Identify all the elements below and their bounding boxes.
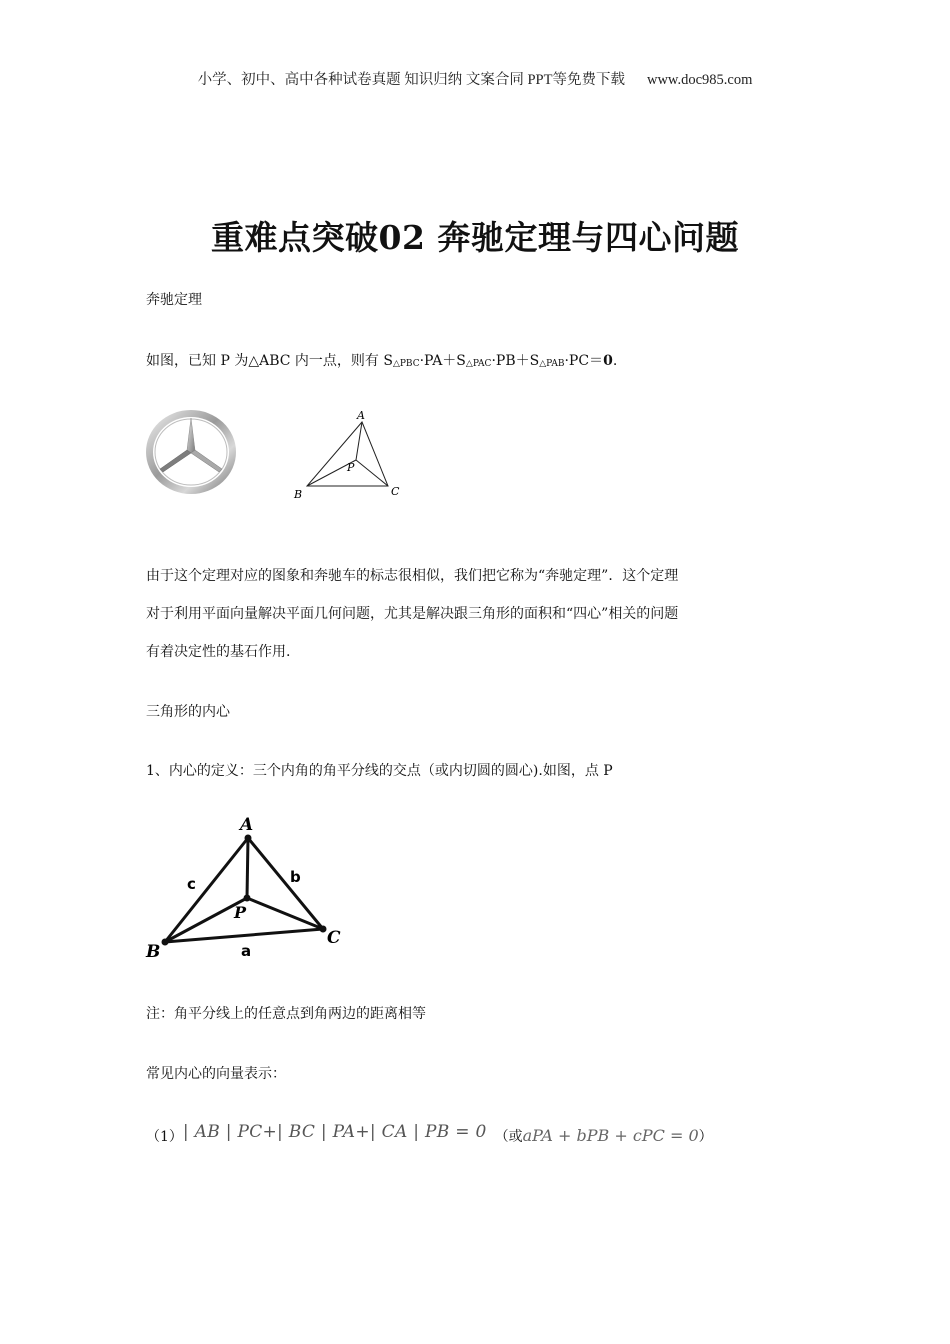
incenter-formula-1 — [146, 1122, 713, 1146]
header-site[interactable]: www.doc985.com — [646, 72, 753, 88]
fig1-label-C: C — [391, 485, 400, 498]
fig2-label-B: B — [146, 942, 161, 962]
description-line-2: 对于利用平面向量解决平面几何问题，尤其是解决跟三角形的面积和“四心”相关的问题 — [146, 606, 679, 622]
section-heading-benz: 奔驰定理 — [146, 292, 202, 308]
vector-representation-heading: 常见内心的向量表示： — [146, 1066, 286, 1082]
fig2-label-A: A — [240, 815, 254, 835]
formula-alt-open: （或 — [494, 1129, 523, 1145]
benz-theorem-statement: 如图，已知 P 为△ABC 内一点，则有 $S_{\triangle PBC}\cdot PA+S_{\triangle PAC}\cdot PB+S_{\triangle PAB}\cdot PC=0$. — [146, 353, 618, 369]
description-line-3: 有着决定性的基石作用. — [146, 644, 291, 660]
description-line-1: 由于这个定理对应的图象和奔驰车的标志很相似，我们把它称为“奔驰定理”．这个定理 — [146, 568, 679, 584]
formula-main: | AB | PC+| BC | PA+| CA | PB = 0 — [182, 1122, 487, 1142]
fig2-side-a: a — [241, 942, 252, 960]
fig1-label-A: A — [357, 409, 365, 422]
fig1-label-P: P — [347, 461, 355, 474]
benz-triangle-figure — [288, 404, 413, 504]
incenter-definition: 1、内心的定义：三个内角的角平分线的交点（或内切圆的圆心).如图，点 P — [146, 763, 613, 779]
fig2-side-b: b — [290, 868, 301, 886]
description-paragraph — [146, 567, 811, 662]
section-heading-incenter: 三角形的内心 — [146, 704, 230, 720]
page-header — [0, 68, 950, 89]
mercedes-logo-image — [142, 406, 240, 498]
incenter-triangle-figure — [140, 812, 355, 967]
fig2-label-C: C — [327, 928, 341, 948]
fig2-side-c: c — [187, 875, 196, 893]
formula-index: （1） — [146, 1129, 183, 1145]
angle-bisector-note: 注：角平分线上的任意点到角两边的距离相等 — [146, 1006, 426, 1022]
page-title: 重难点突破02 奔驰定理与四心问题 — [211, 218, 739, 257]
header-text: 小学、初中、高中各种试卷真题 知识归纳 文案合同 PPT等免费下载 — [197, 72, 625, 88]
fig2-label-P: P — [234, 903, 247, 922]
formula-alt-close: ） — [698, 1129, 713, 1145]
formula-alt: aPA + bPB + cPC = 0 — [522, 1126, 699, 1145]
fig1-label-B: B — [294, 488, 303, 501]
